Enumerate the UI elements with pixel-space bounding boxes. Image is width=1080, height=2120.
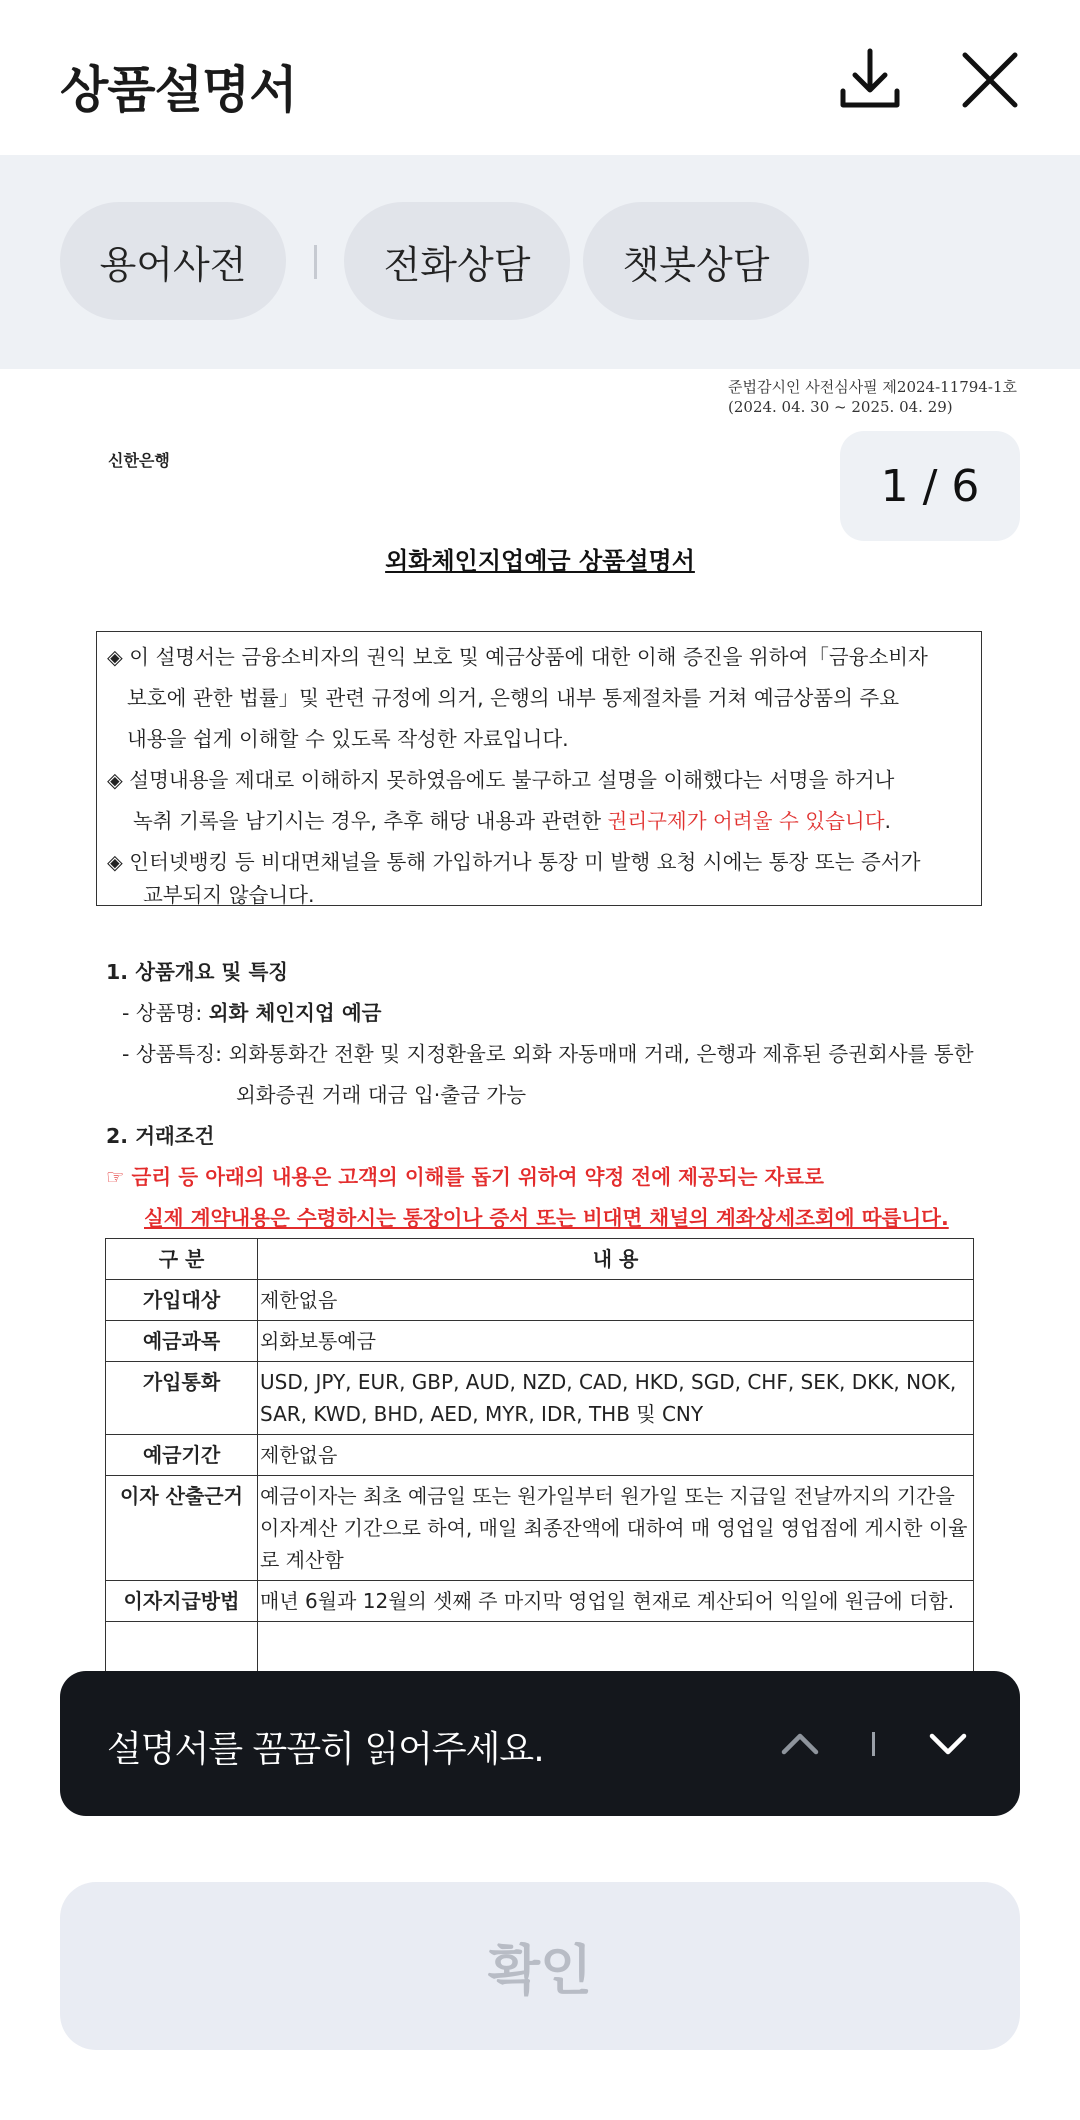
table-row <box>106 1581 974 1622</box>
product-name-value: 외화 체인지업 예금 <box>208 1001 382 1025</box>
scroll-up-button[interactable] <box>767 1711 833 1777</box>
product-feature-cont: 외화증권 거래 대금 입·출금 가능 <box>236 1083 527 1107</box>
notice-line <box>133 804 891 834</box>
notice-line: ◈ 설명내용을 제대로 이해하지 못하였음에도 불구하고 설명을 이해했다는 서명을 하거나 <box>107 768 895 792</box>
notice-warning: 권리구제가 어려울 수 있습니다 <box>607 809 885 833</box>
download-icon <box>835 45 905 115</box>
document-title: 외화체인지업예금 상품설명서 <box>385 547 695 575</box>
table-row <box>106 1321 974 1362</box>
row-key: 예금기간 <box>106 1435 258 1476</box>
approval-stamp <box>728 377 1017 417</box>
notice-box <box>96 631 982 906</box>
toast-divider <box>872 1732 875 1756</box>
section2-note: ☞ 금리 등 아래의 내용은 고객의 이해를 돕기 위하여 약정 전에 제공되는 자료로 <box>106 1165 824 1189</box>
header <box>0 0 1080 155</box>
section2-note-cont: 실제 계약내용은 수령하시는 통장이나 증서 또는 비대면 채널의 계좌상세조회에 따릅니다. <box>144 1206 949 1230</box>
product-name-label: - 상품명: <box>122 1001 209 1025</box>
notice-text: . <box>884 809 892 833</box>
help-toolbar <box>0 155 1080 369</box>
close-icon <box>959 49 1021 111</box>
row-value: 매년 6월과 12월의 셋째 주 마지막 영업일 현재로 계산되어 익일에 원금에 더함. <box>258 1581 974 1622</box>
table-row <box>106 1280 974 1321</box>
notice-line: 보호에 관한 법률」및 관련 규정에 의거, 은행의 내부 통제절차를 거쳐 예금상품의 주요 <box>127 686 899 710</box>
reading-toast <box>60 1671 1020 1816</box>
approval-period: (2024. 04. 30 ~ 2025. 04. 29) <box>728 398 953 416</box>
table-header-value: 내 용 <box>258 1239 974 1280</box>
row-value: USD, JPY, EUR, GBP, AUD, NZD, CAD, HKD, SGD, CHF, SEK, DKK, NOK, SAR, KWD, BHD, AED, MYR, IDR, THB 및 CNY <box>258 1362 974 1435</box>
chevron-up-icon <box>778 1722 822 1766</box>
row-value: 외화보통예금 <box>258 1321 974 1362</box>
row-key: 예금과목 <box>106 1321 258 1362</box>
scroll-down-button[interactable] <box>915 1711 981 1777</box>
page-indicator: 1 / 6 <box>840 431 1020 541</box>
notice-line: ◈ 이 설명서는 금융소비자의 권익 보호 및 예금상품에 대한 이해 증진을 위하여「금융소비자 <box>107 645 928 669</box>
row-value: 제한없음 <box>258 1435 974 1476</box>
download-button[interactable] <box>830 40 910 120</box>
document-viewer[interactable] <box>0 369 1080 1869</box>
product-name <box>122 996 381 1026</box>
table-row <box>106 1476 974 1581</box>
row-key: 가입대상 <box>106 1280 258 1321</box>
bank-name: 신한은행 <box>108 451 170 470</box>
row-value: 제한없음 <box>258 1280 974 1321</box>
approval-line: 준법감시인 사전심사필 제2024-11794-1호 <box>728 378 1017 396</box>
terms-table <box>105 1238 974 1746</box>
row-key: 이자 산출근거 <box>106 1476 258 1581</box>
row-value: 예금이자는 최초 예금일 또는 원가일부터 원가일 또는 지급일 전날까지의 기간을 이자계산 기간으로 하여, 매일 최종잔액에 대하여 매 영업일 영업점에 게시한 이율로 계산함 <box>258 1476 974 1581</box>
notice-line: 내용을 쉽게 이해할 수 있도록 작성한 자료입니다. <box>127 727 569 751</box>
chevron-down-icon <box>926 1722 970 1766</box>
table-row <box>106 1435 974 1476</box>
section2-title: 2. 거래조건 <box>106 1124 215 1148</box>
notice-line: ◈ 인터넷뱅킹 등 비대면채널을 통해 가입하거나 통장 미 발행 요청 시에는 통장 또는 증서가 <box>107 850 921 874</box>
glossary-chip[interactable]: 용어사전 <box>60 202 286 320</box>
page-title: 상품설명서 <box>60 61 297 119</box>
chatbot-consult-chip[interactable]: 챗봇상담 <box>583 202 809 320</box>
product-feature <box>122 1037 974 1067</box>
section1-title: 1. 상품개요 및 특징 <box>106 960 289 984</box>
table-header-key: 구 분 <box>106 1239 258 1280</box>
phone-consult-chip[interactable]: 전화상담 <box>344 202 570 320</box>
table-header-row <box>106 1239 974 1280</box>
product-feature-label: - 상품특징: <box>122 1042 229 1066</box>
row-key: 가입통화 <box>106 1362 258 1435</box>
confirm-button[interactable]: 확인 <box>60 1882 1020 2050</box>
chip-divider <box>314 245 317 279</box>
row-key: 이자지급방법 <box>106 1581 258 1622</box>
close-button[interactable] <box>950 40 1030 120</box>
notice-text: 녹취 기록을 남기시는 경우, 추후 해당 내용과 관련한 <box>133 809 608 833</box>
table-row <box>106 1362 974 1435</box>
notice-line: 교부되지 않습니다. <box>143 883 315 907</box>
toast-message: 설명서를 꼼꼼히 읽어주세요. <box>107 1729 544 1770</box>
product-feature-text: 외화통화간 전환 및 지정환율로 외화 자동매매 거래, 은행과 제휴된 증권회사를 통한 <box>228 1042 974 1066</box>
